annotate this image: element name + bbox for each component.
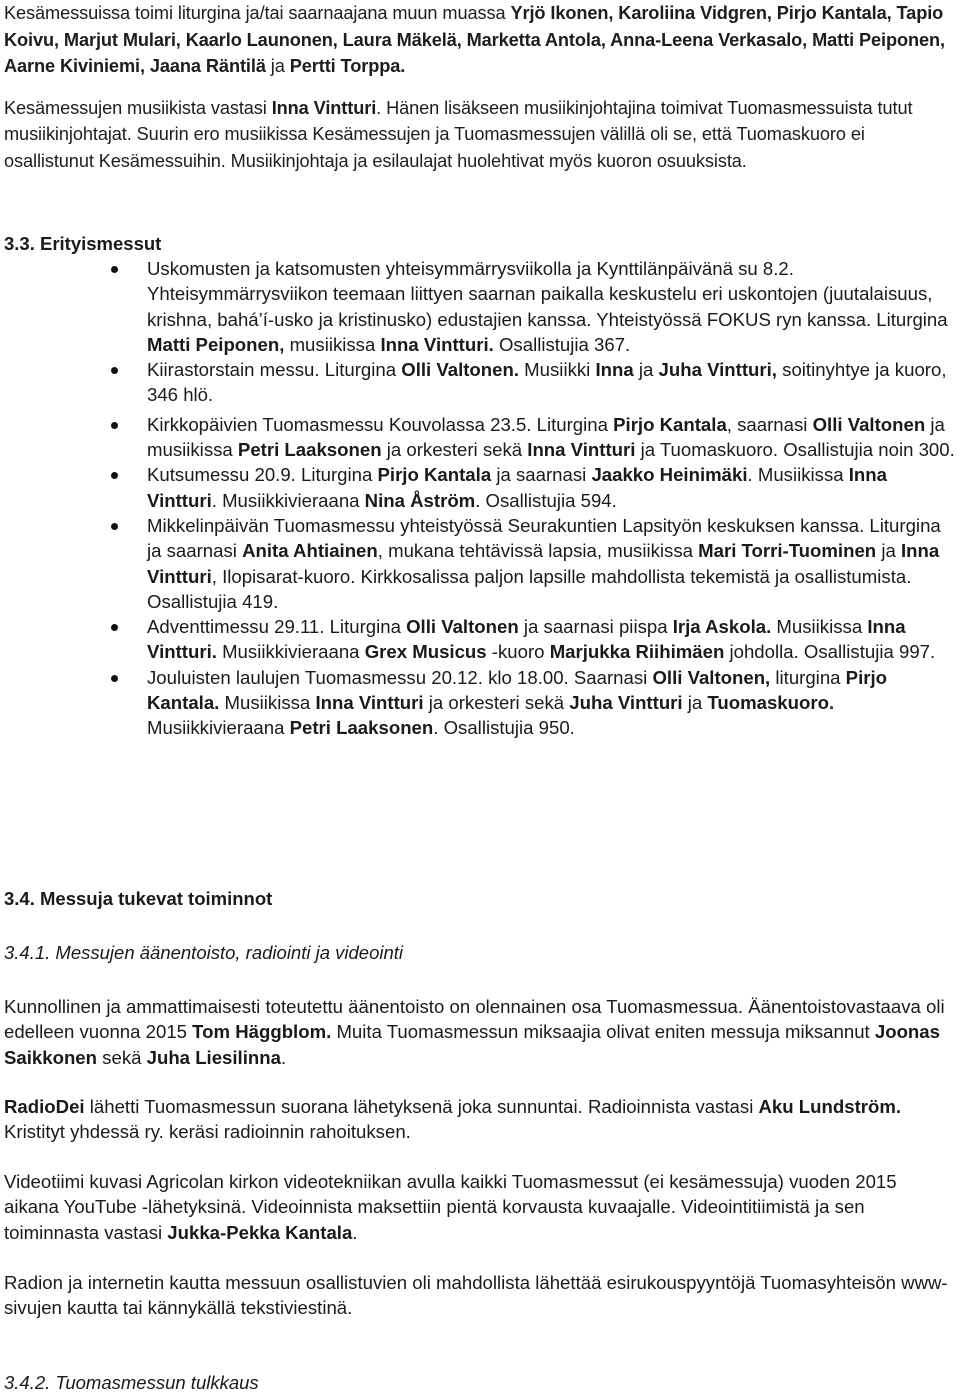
list-item-text	[147, 464, 887, 510]
text-run: johdolla. Osallistujia 997.	[724, 641, 936, 663]
text-run: Kutsumessu 20.9. Liturgina	[147, 464, 378, 486]
text-run: Kiirastorstain messu. Liturgina	[147, 359, 402, 381]
list-item-text	[147, 616, 935, 662]
text-run: Kristityt yhdessä ry. keräsi radioinnin rahoituksen.	[4, 1121, 411, 1143]
text-run: musiikissa	[284, 333, 381, 355]
text-run: Musiikkivieraana	[147, 717, 290, 739]
text-run: ja orkesteri sekä	[423, 692, 570, 714]
paragraph-radio	[4, 1094, 952, 1145]
bold-name-text: Inna Vintturi.	[147, 616, 906, 663]
bold-name-text: Irja Askola.	[672, 616, 772, 638]
bullet-icon	[111, 367, 118, 374]
list-item	[147, 462, 957, 513]
text-run: Videotiimi kuvasi Agricolan kirkon videotekniikan avulla kaikki Tuomasmessut (ei kesämessuja) vuoden 2015 aikana YouTube -lähetyksinä. Videoinnista maksettiin pientä korvausta kuvaajalle. Videointitiimistä ja sen toiminnasta vastasi	[4, 1171, 897, 1243]
text-run: . Osallistujia 950.	[433, 717, 575, 739]
bullet-icon	[111, 523, 118, 530]
text-run: ja Tuomaskuoro. Osallistujia noin 300.	[635, 439, 955, 461]
bold-name-text: Tuomaskuoro.	[707, 692, 835, 714]
text-run: ja	[633, 359, 659, 381]
bullet-icon	[111, 266, 118, 273]
text-run: , saarnasi	[726, 413, 813, 435]
bold-name-text: Juha Liesilinna	[146, 1046, 281, 1068]
bold-name-text: Pertti Torppa.	[289, 56, 406, 76]
list-item-text	[147, 359, 946, 405]
paragraph-prayer-requests	[4, 1270, 952, 1321]
intro-paragraph-1	[4, 0, 952, 80]
text-run: .	[352, 1221, 358, 1243]
bold-name-text: Inna	[595, 359, 634, 381]
text-run: Adventtimessu 29.11. Liturgina	[147, 616, 407, 638]
bold-name-text: Inna Vintturi	[315, 692, 424, 714]
section-heading-3-4: 3.4. Messuja tukevat toiminnot	[4, 888, 273, 909]
bullet-icon	[111, 472, 118, 479]
list-item-text	[147, 515, 941, 612]
list-item	[147, 256, 957, 357]
text-run: Radion ja internetin kautta messuun osallistuvien oli mahdollista lähettää esirukouspyyntöjä Tuomasyhteisön www-sivujen kautta tai kännykällä tekstiviestinä.	[4, 1272, 948, 1319]
text-run: Jouluisten laulujen Tuomasmessu 20.12. klo 18.00. Saarnasi	[147, 666, 653, 688]
text-run: .	[280, 1046, 287, 1068]
text-run: Musiikissa	[219, 692, 316, 714]
text-run: Kesämessujen musiikista vastasi	[4, 97, 272, 118]
bold-name-text: Aku Lundström.	[758, 1096, 902, 1117]
bold-name-text: Inna Vintturi	[527, 439, 636, 461]
special-masses-list	[4, 256, 957, 741]
bold-name-text: Mari Torri-Tuominen	[698, 540, 877, 562]
text-run: Musiikkivieraana	[216, 641, 365, 663]
bold-name-text: Pirjo Kantala.	[147, 666, 887, 714]
bold-name-text: Olli Valtonen.	[401, 359, 520, 381]
text-run: , Ilopisarat-kuoro. Kirkkosalissa paljon lapsille mahdollista tekemistä ja osallistumista. Osallistujia 419.	[147, 565, 912, 612]
bold-name-text: Jaakko Heinimäki	[591, 464, 748, 486]
text-run: -kuoro	[486, 641, 550, 663]
bold-name-text: Olli Valtonen	[812, 413, 926, 435]
bold-name-text: Pirjo Kantala	[613, 413, 727, 435]
bold-name-text: Juha Vintturi,	[658, 359, 777, 381]
paragraph-sound	[4, 994, 952, 1070]
bold-name-text: Inna Vintturi	[271, 97, 377, 118]
paragraph-video	[4, 1169, 952, 1245]
text-run: soitinyhtye ja kuoro, 346 hlö.	[147, 359, 947, 406]
text-run: ja	[265, 56, 290, 76]
bold-name-text: Nina Åström	[364, 489, 476, 511]
bold-name-text: Olli Valtonen,	[652, 666, 771, 688]
text-run: , mukana tehtävissä lapsia, musiikissa	[377, 540, 699, 562]
bold-name-text: Inna Vintturi	[147, 540, 940, 587]
list-item-text	[147, 414, 955, 460]
bullet-icon	[111, 675, 118, 682]
subsection-heading-3-4-2: 3.4.2. Tuomasmessun tulkkaus	[4, 1372, 259, 1393]
bold-name-text: Grex Musicus	[364, 641, 487, 663]
bold-name-text: Matti Peiponen,	[147, 333, 285, 355]
text-run: . Osallistujia 594.	[475, 489, 617, 511]
text-run: Kirkkopäivien Tuomasmessu Kouvolassa 23.5. Liturgina	[147, 413, 614, 435]
bold-name-text: Tom Häggblom.	[192, 1021, 332, 1043]
bullet-icon	[111, 422, 118, 429]
bold-name-text: Pirjo Kantala	[377, 464, 492, 486]
bold-name-text: Jukka-Pekka Kantala	[167, 1221, 353, 1243]
bold-name-text: Juha Vintturi	[569, 692, 683, 714]
list-item	[147, 614, 957, 665]
text-run: ja saarnasi	[491, 464, 592, 486]
text-run: . Hänen lisäkseen musiikinjohtajina toimivat Tuomasmessuista tutut musiikinjohtajat. Suurin ero musiikissa Kesämessujen ja Tuomasmessujen välillä oli se, että Tuomaskuoro ei osallistunut Kesämessuihin. Musiikinjohtaja ja esilaulajat huolehtivat myös kuoron osuuksista.	[4, 97, 913, 171]
text-run: Osallistujia 367.	[493, 333, 631, 355]
list-item	[147, 357, 957, 408]
bold-name-text: Anita Ahtiainen	[242, 540, 378, 562]
bold-name-text: Petri Laaksonen	[289, 717, 434, 739]
text-run: Mikkelinpäivän Tuomasmessu yhteistyössä Seurakuntien Lapsityön keskuksen kanssa. Liturgina ja saarnasi	[147, 514, 941, 562]
bold-name-text: Joonas Saikkonen	[4, 1021, 940, 1068]
text-run: Muita Tuomasmessun miksaajia olivat eniten messuja miksannut	[331, 1021, 875, 1043]
bold-name-text: Yrjö Ikonen, Karoliina Vidgren, Pirjo Kantala, Tapio Koivu, Marjut Mulari, Kaarlo Launonen, Laura Mäkelä, Marketta Antola, Anna-Leena Verkasalo, Matti Peiponen, Aarne Kiviniemi, Jaana Räntilä	[4, 3, 945, 76]
bold-name-text: Petri Laaksonen	[237, 439, 382, 461]
bold-name-text: Inna Vintturi.	[380, 333, 494, 355]
bold-name-text: Marjukka Riihimäen	[549, 641, 725, 663]
list-item	[147, 412, 957, 463]
text-run: ja musiikissa	[147, 413, 945, 461]
subsection-heading-3-4-1: 3.4.1. Messujen äänentoisto, radiointi ja videointi	[4, 942, 404, 963]
text-run: sekä	[97, 1046, 147, 1068]
text-run: . Musiikkivieraana	[211, 489, 365, 511]
list-item-text	[147, 258, 948, 355]
text-run: . Musiikissa	[747, 464, 849, 486]
text-run: Musiikki	[519, 359, 596, 381]
text-run: ja orkesteri sekä	[381, 439, 528, 461]
list-item-text	[147, 667, 887, 739]
text-run: Kesämessuissa toimi liturgina ja/tai saarnaajana muun muassa	[4, 3, 511, 23]
bold-name-text: Olli Valtonen	[406, 616, 519, 638]
bold-name-text: RadioDei	[4, 1096, 85, 1117]
bold-name-text: Inna Vintturi	[147, 464, 887, 511]
text-run: ja	[682, 692, 708, 714]
text-run: ja	[876, 540, 901, 562]
text-run: Kunnollinen ja ammattimaisesti toteutettu äänentoisto on olennainen osa Tuomasmessua. Äänentoistovastaava oli edelleen vuonna 2015	[4, 996, 945, 1043]
text-run: Musiikissa	[771, 616, 868, 638]
list-item	[147, 513, 957, 614]
list-item	[147, 665, 957, 741]
section-heading-3-3: 3.3. Erityismessut	[4, 233, 162, 254]
text-run: Uskomusten ja katsomusten yhteisymmärrysviikolla ja Kynttilänpäivänä su 8.2. Yhteisymmärrysviikon teemaan liittyen saarnan paikalla keskustelu eri uskontojen (juutalaisuus, krishna, bahá’í-usko ja kristinusko) edustajien kanssa. Yhteistyössä FOKUS ryn kanssa. Liturgina	[147, 258, 948, 330]
intro-paragraph-2	[4, 95, 952, 175]
text-run: liturgina	[770, 666, 846, 688]
text-run: lähetti Tuomasmessun suorana lähetyksenä joka sunnuntai. Radioinnista vastasi	[84, 1096, 759, 1117]
text-run: ja saarnasi piispa	[518, 616, 673, 638]
intro-section	[4, 0, 952, 174]
bullet-icon	[111, 624, 118, 631]
